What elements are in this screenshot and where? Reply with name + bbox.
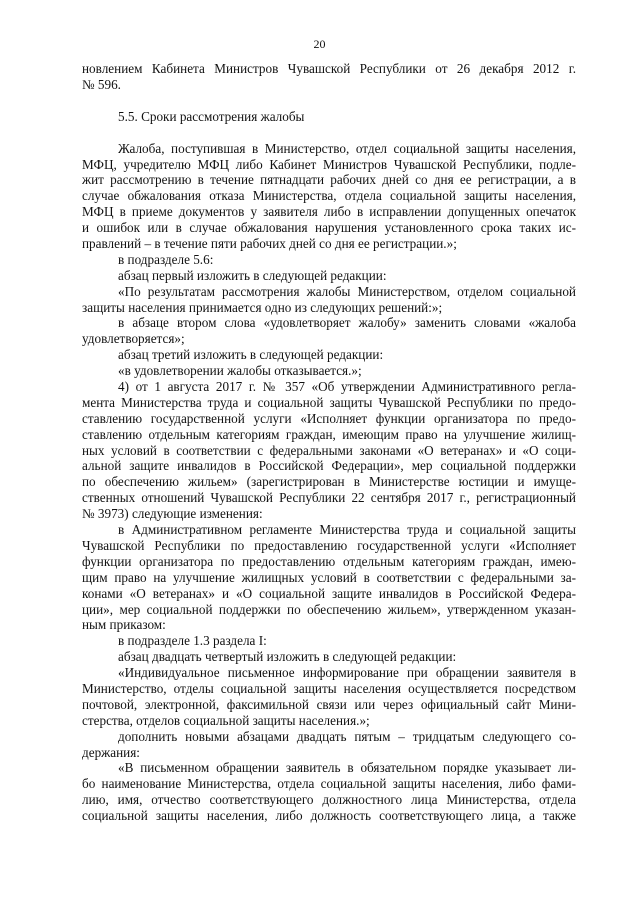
text-line: ставлению государственной услуги «Исполняет функции организатора по предо-	[82, 410, 576, 426]
text-line: мента Министерства труда и социальной защиты Чувашской Республики по предо-	[82, 394, 576, 410]
text-line: № 3973) следующие изменения:	[82, 506, 263, 522]
paragraph-first-line: «В письменном обращении заявитель в обязательном порядке указывает ли-	[118, 760, 576, 776]
paragraph-first-line: «По результатам рассмотрения жалобы Министерством, отделом социальной	[118, 283, 576, 299]
text-line: бо наименование Министерства, отдела социальной защиты населения, либо фами-	[82, 776, 576, 792]
text-line: случае обжалования отказа Министерства, отдела социальной защиты населения,	[82, 188, 576, 204]
text-line: функции организатора по предоставлению отдельным категориям граждан, имею-	[82, 553, 576, 569]
text-line: лию, имя, отчество соответствующего должностного лица Министерства, отдела	[82, 792, 576, 808]
paragraph-first-line: «Индивидуальное письменное информирование при обращении заявителя в	[118, 665, 576, 681]
paragraph-first-line: Жалоба, поступившая в Министерство, отдел социальной защиты населения,	[118, 140, 576, 156]
paragraph-first-line: абзац третий изложить в следующей редакции:	[118, 347, 384, 363]
text-line: МФЦ, учредителю МФЦ либо Кабинет Министров Чувашской Республики, подле-	[82, 156, 576, 172]
text-line: № 596.	[82, 76, 121, 92]
text-line: альной защите инвалидов в Российской Федерации», мер социальной поддержки	[82, 458, 576, 474]
paragraph-first-line: в подразделе 5.6:	[118, 251, 214, 267]
paragraph-first-line: «в удовлетворении жалобы отказывается.»;	[118, 363, 362, 379]
text-line: ственных отношений Чувашской Республики 22 сентября 2017 г., регистрационный	[82, 490, 576, 506]
text-line: и ошибок или в случае обжалования нарушения установленного срока таких ис-	[82, 220, 576, 236]
text-line: щим право на улучшение жилищных условий в соответствии с федеральными за-	[82, 569, 576, 585]
text-line: ставлению отдельным категориям граждан, имеющим право на улучшение жилищ-	[82, 426, 576, 442]
text-line: ции», мер социальной поддержки по обеспечению жильем», утвержденном указан-	[82, 601, 576, 617]
page-number: 20	[313, 37, 326, 51]
text-line: держания:	[82, 744, 140, 760]
text-line: новлением Кабинета Министров Чувашской Республики от 26 декабря 2012 г.	[82, 61, 576, 76]
text-line: почтовой, электронной, факсимильной связи или через официальный сайт Мини-	[82, 696, 576, 712]
text-line: удовлетворяется»;	[82, 331, 185, 347]
paragraph-first-line: дополнить новыми абзацами двадцать пятым – тридцатым следующего со-	[118, 728, 576, 744]
text-line: жит рассмотрению в течение пятнадцати рабочих дней со дня ее регистрации, а в	[82, 172, 576, 188]
text-line: защиты населения принимается одно из следующих решений:»;	[82, 299, 443, 315]
paragraph-gap	[82, 93, 576, 109]
paragraph-gap	[82, 125, 576, 141]
text-line: Чувашской Республики по предоставлению государственной услуги «Исполняет	[82, 537, 576, 553]
text-line: социальной защиты населения, либо должность соответствующего лица, а также	[82, 808, 576, 824]
text-line: МФЦ в приеме документов у заявителя либо в исправлении допущенных опечаток	[82, 204, 576, 220]
text-line: по обеспечению жильем» (зарегистрирован в Министерстве юстиции и имуще-	[82, 474, 576, 490]
paragraph-first-line: абзац первый изложить в следующей редакции:	[118, 267, 387, 283]
paragraph-first-line: в абзаце втором слова «удовлетворяет жалобу» заменить словами «жалоба	[118, 315, 576, 331]
paragraph-first-line: в подразделе 1.3 раздела I:	[118, 633, 267, 649]
paragraph-first-line: 5.5. Сроки рассмотрения жалобы	[118, 108, 305, 124]
paragraph-first-line: в Административном регламенте Министерства труда и социальной защиты	[118, 522, 576, 538]
text-line: ным приказом:	[82, 617, 166, 633]
paragraph-first-line: абзац двадцать четвертый изложить в следующей редакции:	[118, 649, 457, 665]
text-line: стерства, отделов социальной защиты населения.»;	[82, 712, 370, 728]
text-line: правлений – в течение пяти рабочих дней со дня ее регистрации.»;	[82, 236, 457, 252]
text-line: Министерство, отделы социальной защиты населения осуществляется посредством	[82, 680, 576, 696]
document-body	[82, 61, 576, 824]
text-line: конами «О ветеранах» и «О социальной защите инвалидов в Российской Федера-	[82, 585, 576, 601]
paragraph-first-line: 4) от 1 августа 2017 г. № 357 «Об утверждении Административного регла-	[118, 379, 576, 395]
text-line: ных условий в соответствии с федеральными законами «О ветеранах» и «О соци-	[82, 442, 576, 458]
